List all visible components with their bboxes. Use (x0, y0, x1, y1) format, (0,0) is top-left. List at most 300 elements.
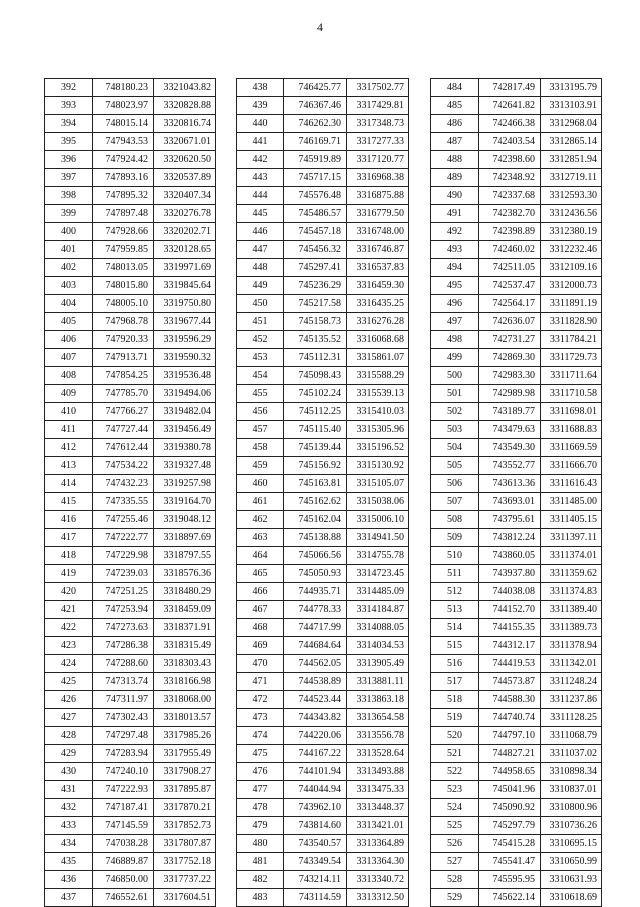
x-coordinate-cell: 747222.77 (93, 529, 154, 547)
y-coordinate-cell: 3317604.51 (154, 889, 216, 907)
y-coordinate-cell: 3316276.28 (347, 313, 409, 331)
y-coordinate-cell: 3317120.77 (347, 151, 409, 169)
point-number-cell: 518 (431, 691, 479, 709)
table-row (431, 763, 602, 781)
x-coordinate-cell: 747432.23 (93, 475, 154, 493)
point-number-cell: 512 (431, 583, 479, 601)
x-coordinate-cell: 748015.14 (93, 115, 154, 133)
x-coordinate-cell: 747283.94 (93, 745, 154, 763)
y-coordinate-cell: 3313475.33 (347, 781, 409, 799)
table-row (431, 745, 602, 763)
point-number-cell: 466 (237, 583, 284, 601)
point-number-cell: 440 (237, 115, 284, 133)
point-number-cell: 498 (431, 331, 479, 349)
x-coordinate-cell: 747038.28 (93, 835, 154, 853)
table-row (431, 835, 602, 853)
y-coordinate-cell: 3319596.29 (154, 331, 216, 349)
x-coordinate-cell: 744717.99 (284, 619, 347, 637)
x-coordinate-cell: 747924.42 (93, 151, 154, 169)
y-coordinate-cell: 3318068.00 (154, 691, 216, 709)
y-coordinate-cell: 3316779.50 (347, 205, 409, 223)
x-coordinate-cell: 747222.93 (93, 781, 154, 799)
x-coordinate-cell: 744220.06 (284, 727, 347, 745)
x-coordinate-cell: 745717.15 (284, 169, 347, 187)
y-coordinate-cell: 3315196.52 (347, 439, 409, 457)
table-row (431, 871, 602, 889)
y-coordinate-cell: 3314034.53 (347, 637, 409, 655)
x-coordinate-cell: 745066.56 (284, 547, 347, 565)
table-row (45, 781, 216, 799)
x-coordinate-cell: 747239.03 (93, 565, 154, 583)
table-row (431, 439, 602, 457)
point-number-cell: 514 (431, 619, 479, 637)
point-number-cell: 469 (237, 637, 284, 655)
table-row (237, 727, 409, 745)
x-coordinate-cell: 743962.10 (284, 799, 347, 817)
x-coordinate-cell: 744101.94 (284, 763, 347, 781)
point-number-cell: 489 (431, 169, 479, 187)
x-coordinate-cell: 744152.70 (479, 601, 541, 619)
table-row (45, 349, 216, 367)
table-row (45, 223, 216, 241)
table-row (237, 349, 409, 367)
y-coordinate-cell: 3320202.71 (154, 223, 216, 241)
y-coordinate-cell: 3320816.74 (154, 115, 216, 133)
x-coordinate-cell: 742636.07 (479, 313, 541, 331)
table-row (45, 601, 216, 619)
point-number-cell: 397 (45, 169, 93, 187)
y-coordinate-cell: 3315410.03 (347, 403, 409, 421)
y-coordinate-cell: 3317807.87 (154, 835, 216, 853)
point-number-cell: 399 (45, 205, 93, 223)
y-coordinate-cell: 3315038.06 (347, 493, 409, 511)
x-coordinate-cell: 746850.00 (93, 871, 154, 889)
x-coordinate-cell: 745041.96 (479, 781, 541, 799)
point-number-cell: 509 (431, 529, 479, 547)
x-coordinate-cell: 744044.94 (284, 781, 347, 799)
y-coordinate-cell: 3318797.55 (154, 547, 216, 565)
x-coordinate-cell: 747928.66 (93, 223, 154, 241)
point-number-cell: 451 (237, 313, 284, 331)
table-row (431, 349, 602, 367)
point-number-cell: 522 (431, 763, 479, 781)
point-number-cell: 506 (431, 475, 479, 493)
point-number-cell: 409 (45, 385, 93, 403)
table-row (45, 835, 216, 853)
y-coordinate-cell: 3312851.94 (541, 151, 602, 169)
x-coordinate-cell: 747727.44 (93, 421, 154, 439)
y-coordinate-cell: 3311068.79 (541, 727, 602, 745)
table-row (237, 385, 409, 403)
y-coordinate-cell: 3313364.89 (347, 835, 409, 853)
table-row (237, 223, 409, 241)
table-row (431, 565, 602, 583)
point-number-cell: 501 (431, 385, 479, 403)
x-coordinate-cell: 747895.32 (93, 187, 154, 205)
table-row (431, 151, 602, 169)
y-coordinate-cell: 3317870.21 (154, 799, 216, 817)
table-row (431, 583, 602, 601)
y-coordinate-cell: 3319048.12 (154, 511, 216, 529)
x-coordinate-cell: 742460.02 (479, 241, 541, 259)
y-coordinate-cell: 3320620.50 (154, 151, 216, 169)
point-number-cell: 455 (237, 385, 284, 403)
y-coordinate-cell: 3317752.18 (154, 853, 216, 871)
y-coordinate-cell: 3311248.24 (541, 673, 602, 691)
table-row (431, 97, 602, 115)
table-row (45, 277, 216, 295)
point-number-cell: 449 (237, 277, 284, 295)
y-coordinate-cell: 3318315.49 (154, 637, 216, 655)
x-coordinate-cell: 745138.88 (284, 529, 347, 547)
x-coordinate-cell: 747785.70 (93, 385, 154, 403)
point-number-cell: 476 (237, 763, 284, 781)
point-number-cell: 394 (45, 115, 93, 133)
table-row (237, 403, 409, 421)
point-number-cell: 483 (237, 889, 284, 907)
x-coordinate-cell: 743613.36 (479, 475, 541, 493)
point-number-cell: 429 (45, 745, 93, 763)
table-row (237, 133, 409, 151)
y-coordinate-cell: 3316435.25 (347, 295, 409, 313)
y-coordinate-cell: 3312436.56 (541, 205, 602, 223)
table-row (237, 835, 409, 853)
table-row (45, 673, 216, 691)
y-coordinate-cell: 3310800.96 (541, 799, 602, 817)
y-coordinate-cell: 3314755.78 (347, 547, 409, 565)
x-coordinate-cell: 747893.16 (93, 169, 154, 187)
y-coordinate-cell: 3310618.69 (541, 889, 602, 907)
x-coordinate-cell: 745919.89 (284, 151, 347, 169)
point-number-cell: 433 (45, 817, 93, 835)
point-number-cell: 453 (237, 349, 284, 367)
x-coordinate-cell: 744343.82 (284, 709, 347, 727)
x-coordinate-cell: 742511.05 (479, 259, 541, 277)
point-number-cell: 508 (431, 511, 479, 529)
point-number-cell: 517 (431, 673, 479, 691)
point-number-cell: 497 (431, 313, 479, 331)
table-row (237, 853, 409, 871)
y-coordinate-cell: 3320407.34 (154, 187, 216, 205)
y-coordinate-cell: 3313654.58 (347, 709, 409, 727)
x-coordinate-cell: 742337.68 (479, 187, 541, 205)
x-coordinate-cell: 742731.27 (479, 331, 541, 349)
x-coordinate-cell: 743214.11 (284, 871, 347, 889)
coordinates-table-2 (236, 78, 409, 907)
x-coordinate-cell: 747253.94 (93, 601, 154, 619)
point-number-cell: 486 (431, 115, 479, 133)
table-row (45, 763, 216, 781)
y-coordinate-cell: 3312865.14 (541, 133, 602, 151)
x-coordinate-cell: 745162.04 (284, 511, 347, 529)
y-coordinate-cell: 3317955.49 (154, 745, 216, 763)
table-row (431, 673, 602, 691)
point-number-cell: 485 (431, 97, 479, 115)
point-number-cell: 523 (431, 781, 479, 799)
point-number-cell: 428 (45, 727, 93, 745)
y-coordinate-cell: 3313340.72 (347, 871, 409, 889)
y-coordinate-cell: 3317895.87 (154, 781, 216, 799)
point-number-cell: 467 (237, 601, 284, 619)
y-coordinate-cell: 3313364.30 (347, 853, 409, 871)
x-coordinate-cell: 747943.53 (93, 133, 154, 151)
point-number-cell: 479 (237, 817, 284, 835)
x-coordinate-cell: 747297.48 (93, 727, 154, 745)
point-number-cell: 413 (45, 457, 93, 475)
x-coordinate-cell: 742466.38 (479, 115, 541, 133)
point-number-cell: 448 (237, 259, 284, 277)
table-row (45, 331, 216, 349)
point-number-cell: 395 (45, 133, 93, 151)
table-row (237, 745, 409, 763)
y-coordinate-cell: 3319845.64 (154, 277, 216, 295)
point-number-cell: 410 (45, 403, 93, 421)
table-row (431, 331, 602, 349)
x-coordinate-cell: 744935.71 (284, 583, 347, 601)
table-row (45, 529, 216, 547)
x-coordinate-cell: 746552.61 (93, 889, 154, 907)
y-coordinate-cell: 3321043.82 (154, 79, 216, 97)
table-row (431, 493, 602, 511)
y-coordinate-cell: 3313905.49 (347, 655, 409, 673)
table-row (431, 655, 602, 673)
x-coordinate-cell: 747766.27 (93, 403, 154, 421)
table-row (431, 295, 602, 313)
coordinates-table-1 (44, 78, 216, 907)
table-row (45, 583, 216, 601)
point-number-cell: 398 (45, 187, 93, 205)
y-coordinate-cell: 3315305.96 (347, 421, 409, 439)
x-coordinate-cell: 743349.54 (284, 853, 347, 871)
table-row (45, 853, 216, 871)
x-coordinate-cell: 743549.30 (479, 439, 541, 457)
point-number-cell: 439 (237, 97, 284, 115)
table-row (237, 457, 409, 475)
table-row (237, 889, 409, 907)
point-number-cell: 392 (45, 79, 93, 97)
table-row (237, 529, 409, 547)
y-coordinate-cell: 3318371.91 (154, 619, 216, 637)
point-number-cell: 502 (431, 403, 479, 421)
x-coordinate-cell: 747311.97 (93, 691, 154, 709)
x-coordinate-cell: 742983.30 (479, 367, 541, 385)
page-number: 4 (317, 20, 323, 34)
y-coordinate-cell: 3311359.62 (541, 565, 602, 583)
table-row (237, 781, 409, 799)
y-coordinate-cell: 3319482.04 (154, 403, 216, 421)
x-coordinate-cell: 744740.74 (479, 709, 541, 727)
table-row (431, 367, 602, 385)
table-row (431, 601, 602, 619)
y-coordinate-cell: 3317348.73 (347, 115, 409, 133)
point-number-cell: 490 (431, 187, 479, 205)
x-coordinate-cell: 743552.77 (479, 457, 541, 475)
table-row (431, 205, 602, 223)
x-coordinate-cell: 747286.38 (93, 637, 154, 655)
table-row (237, 187, 409, 205)
x-coordinate-cell: 745622.14 (479, 889, 541, 907)
x-coordinate-cell: 744684.64 (284, 637, 347, 655)
table-row (431, 421, 602, 439)
x-coordinate-cell: 745163.81 (284, 475, 347, 493)
point-number-cell: 487 (431, 133, 479, 151)
y-coordinate-cell: 3313448.37 (347, 799, 409, 817)
point-number-cell: 475 (237, 745, 284, 763)
y-coordinate-cell: 3319971.69 (154, 259, 216, 277)
x-coordinate-cell: 742817.49 (479, 79, 541, 97)
table-row (45, 205, 216, 223)
point-number-cell: 496 (431, 295, 479, 313)
table-row (431, 169, 602, 187)
table-row (45, 709, 216, 727)
y-coordinate-cell: 3316537.83 (347, 259, 409, 277)
y-coordinate-cell: 3311688.83 (541, 421, 602, 439)
point-number-cell: 470 (237, 655, 284, 673)
y-coordinate-cell: 3319536.48 (154, 367, 216, 385)
table-row (431, 313, 602, 331)
x-coordinate-cell: 747255.46 (93, 511, 154, 529)
table-row (237, 511, 409, 529)
table-row (431, 637, 602, 655)
point-number-cell: 400 (45, 223, 93, 241)
x-coordinate-cell: 747251.25 (93, 583, 154, 601)
x-coordinate-cell: 744562.05 (284, 655, 347, 673)
x-coordinate-cell: 745102.24 (284, 385, 347, 403)
x-coordinate-cell: 745115.40 (284, 421, 347, 439)
y-coordinate-cell: 3317908.27 (154, 763, 216, 781)
table-row (45, 421, 216, 439)
point-number-cell: 423 (45, 637, 93, 655)
table-row (431, 187, 602, 205)
table-row (237, 709, 409, 727)
y-coordinate-cell: 3318303.43 (154, 655, 216, 673)
table-row (431, 115, 602, 133)
table-row (237, 313, 409, 331)
point-number-cell: 437 (45, 889, 93, 907)
x-coordinate-cell: 745139.44 (284, 439, 347, 457)
x-coordinate-cell: 747968.78 (93, 313, 154, 331)
x-coordinate-cell: 747145.59 (93, 817, 154, 835)
y-coordinate-cell: 3311374.83 (541, 583, 602, 601)
point-number-cell: 430 (45, 763, 93, 781)
y-coordinate-cell: 3320128.65 (154, 241, 216, 259)
point-number-cell: 525 (431, 817, 479, 835)
x-coordinate-cell: 747187.41 (93, 799, 154, 817)
x-coordinate-cell: 745112.31 (284, 349, 347, 367)
table-row (45, 889, 216, 907)
table-row (431, 727, 602, 745)
point-number-cell: 456 (237, 403, 284, 421)
point-number-cell: 474 (237, 727, 284, 745)
table-row (237, 277, 409, 295)
x-coordinate-cell: 748023.97 (93, 97, 154, 115)
x-coordinate-cell: 748005.10 (93, 295, 154, 313)
x-coordinate-cell: 746262.30 (284, 115, 347, 133)
x-coordinate-cell: 747897.48 (93, 205, 154, 223)
table-row (237, 169, 409, 187)
point-number-cell: 461 (237, 493, 284, 511)
x-coordinate-cell: 744588.30 (479, 691, 541, 709)
y-coordinate-cell: 3315588.29 (347, 367, 409, 385)
x-coordinate-cell: 748013.05 (93, 259, 154, 277)
y-coordinate-cell: 3316748.00 (347, 223, 409, 241)
point-number-cell: 499 (431, 349, 479, 367)
table-row (431, 853, 602, 871)
y-coordinate-cell: 3311784.21 (541, 331, 602, 349)
y-coordinate-cell: 3311485.00 (541, 493, 602, 511)
point-number-cell: 407 (45, 349, 93, 367)
table-row (431, 223, 602, 241)
point-number-cell: 408 (45, 367, 93, 385)
point-number-cell: 435 (45, 853, 93, 871)
y-coordinate-cell: 3312109.16 (541, 259, 602, 277)
y-coordinate-cell: 3319257.98 (154, 475, 216, 493)
table-row (45, 871, 216, 889)
y-coordinate-cell: 3313103.91 (541, 97, 602, 115)
y-coordinate-cell: 3313881.11 (347, 673, 409, 691)
y-coordinate-cell: 3314184.87 (347, 601, 409, 619)
point-number-cell: 401 (45, 241, 93, 259)
y-coordinate-cell: 3313528.64 (347, 745, 409, 763)
table-row (431, 385, 602, 403)
x-coordinate-cell: 744538.89 (284, 673, 347, 691)
y-coordinate-cell: 3313312.50 (347, 889, 409, 907)
y-coordinate-cell: 3311128.25 (541, 709, 602, 727)
x-coordinate-cell: 745297.41 (284, 259, 347, 277)
x-coordinate-cell: 745156.92 (284, 457, 347, 475)
x-coordinate-cell: 742869.30 (479, 349, 541, 367)
y-coordinate-cell: 3314088.05 (347, 619, 409, 637)
x-coordinate-cell: 745457.18 (284, 223, 347, 241)
y-coordinate-cell: 3311666.70 (541, 457, 602, 475)
x-coordinate-cell: 742537.47 (479, 277, 541, 295)
y-coordinate-cell: 3317985.26 (154, 727, 216, 745)
table-row (45, 493, 216, 511)
table-row (237, 817, 409, 835)
y-coordinate-cell: 3317737.22 (154, 871, 216, 889)
x-coordinate-cell: 745456.32 (284, 241, 347, 259)
point-number-cell: 472 (237, 691, 284, 709)
y-coordinate-cell: 3312968.04 (541, 115, 602, 133)
x-coordinate-cell: 745415.28 (479, 835, 541, 853)
x-coordinate-cell: 747854.25 (93, 367, 154, 385)
y-coordinate-cell: 3319677.44 (154, 313, 216, 331)
y-coordinate-cell: 3319164.70 (154, 493, 216, 511)
table-row (237, 547, 409, 565)
x-coordinate-cell: 745135.52 (284, 331, 347, 349)
y-coordinate-cell: 3312380.19 (541, 223, 602, 241)
table-row (237, 421, 409, 439)
table-row (45, 151, 216, 169)
table-row (45, 403, 216, 421)
point-number-cell: 516 (431, 655, 479, 673)
table-row (45, 619, 216, 637)
table-row (431, 799, 602, 817)
point-number-cell: 418 (45, 547, 93, 565)
point-number-cell: 528 (431, 871, 479, 889)
y-coordinate-cell: 3314941.50 (347, 529, 409, 547)
table-row (431, 529, 602, 547)
y-coordinate-cell: 3311698.01 (541, 403, 602, 421)
x-coordinate-cell: 746889.87 (93, 853, 154, 871)
y-coordinate-cell: 3316968.38 (347, 169, 409, 187)
table-row (431, 817, 602, 835)
table-row (431, 547, 602, 565)
x-coordinate-cell: 745090.92 (479, 799, 541, 817)
table-row (45, 367, 216, 385)
point-number-cell: 447 (237, 241, 284, 259)
x-coordinate-cell: 743540.57 (284, 835, 347, 853)
